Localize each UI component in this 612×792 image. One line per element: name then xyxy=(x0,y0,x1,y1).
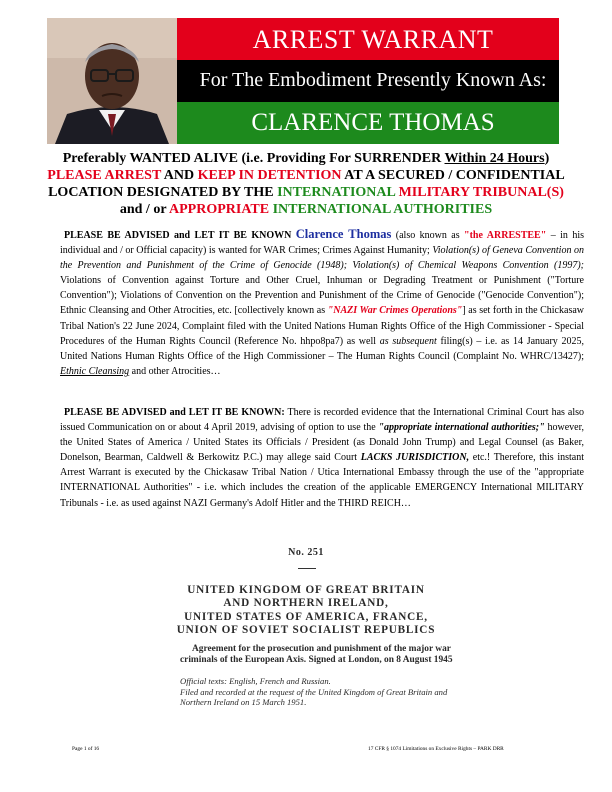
official-texts-note xyxy=(180,676,480,708)
party-line: AND NORTHERN IRELAND, xyxy=(223,597,389,610)
warrant-paragraph-2: PLEASE BE ADVISED and LET IT BE KNOWN: There is recorded evidence that the International Criminal Court has also issued Communication on or about 4 April 2019, advising of option to use the "appropriate international authorities;" however, the United States of America / United States its Officials / President (as Donald John Trump) and Legal Counsel (as Baker, Donelson, Bearman, Caldwell & Berkowitz P.C.) may allege said Court LACKS JURISDICTION, etc.! Therefore, this instant Arrest Warrant is executed by the Chickasaw Tribal Nation / Utica International Embassy through the use of the "appropriate INTERNATIONAL Authorities" - i.e. which includes the creation of the applicable EMERGENCY International MILITARY Tribunals - i.e. as used against NAZI Germany's Adolf Hitler and the THIRD REICH… xyxy=(60,407,585,509)
warrant-paragraph-1: PLEASE BE ADVISED and LET IT BE KNOWN Clarence Thomas (also known as "the ARRESTEE" – in his individual and / or Official capacity) is wanted for WAR Crimes; Crimes Against Humanity; Violation(s) of Geneva Convention on the Prevention and Punishment of the Crime of Genocide (1948); Violation(s) of Chemical Weapons Convention (1997); Violations of Convention against Torture and Other Cruel, Inhuman or Degrading Treatment or Punishment ("Torture Convention"); Violations of Convention on the Prevention and Punishment of the Crime of Genocide ("Genocide Convention"); Ethnic Cleansing and Other Atrocities, etc. [collectively known as "NAZI War Crimes Operations"] as set forth in the Chickasaw Tribal Nation's 22 June 2024, Complaint filed with the United Nations Human Rights Office of the High Commissioner - Special Procedures of the Human Rights Council (Reference No. hhpo8pa7) as well as subsequent filing(s) – i.e. as 14 January 2025, United Nations Human Rights Office of the High Commissioner – The Human Rights Council (Complaint No. WHRC/13427); Ethnic Cleansing and other Atrocities… xyxy=(60,227,584,377)
party-line: UNITED STATES OF AMERICA, FRANCE, xyxy=(184,610,428,623)
banner-subtitle: For The Embodiment Presently Known As: xyxy=(199,69,547,91)
footer-reference: 17 CFR § 1074 Limitations on Exclusive Rights – PARK DRR xyxy=(368,746,504,752)
page-number: Page 1 of 16 xyxy=(72,746,100,752)
portrait-photo xyxy=(47,18,177,144)
party-line: UNITED KINGDOM OF GREAT BRITAIN xyxy=(187,584,425,596)
warrant-heading xyxy=(40,150,572,218)
heading-line-3: LOCATION DESIGNATED BY THE INTERNATIONAL MILITARY TRIBUNAL(S) xyxy=(48,185,564,200)
heading-line-2: PLEASE ARREST AND KEEP IN DETENTION AT A SECURED / CONFIDENTIAL xyxy=(47,168,565,183)
document-number: No. 251 xyxy=(288,547,324,558)
heading-line-4: and / or APPROPRIATE INTERNATIONAL AUTHORITIES xyxy=(119,202,493,217)
document-divider xyxy=(298,568,316,569)
filed-note: Filed and recorded at the request of the United Kingdom of Great Britain and Northern Ireland on 15 March 1951. xyxy=(180,686,448,708)
banner-name: CLARENCE THOMAS xyxy=(251,109,495,136)
party-line: UNION OF SOVIET SOCIALIST REPUBLICS xyxy=(176,624,436,637)
official-texts: Official texts: English, French and Russian. xyxy=(180,676,331,686)
agreement-title: Agreement for the prosecution and punishment of the major war criminals of the European Axis. Signed at London, on 8 August 1945 xyxy=(180,644,453,666)
heading-line-1: Preferably WANTED ALIVE (i.e. Providing For SURRENDER Within 24 Hours) xyxy=(62,151,550,166)
treaty-parties xyxy=(0,584,612,638)
banner-title: ARREST WARRANT xyxy=(252,25,494,54)
banner xyxy=(47,18,559,144)
